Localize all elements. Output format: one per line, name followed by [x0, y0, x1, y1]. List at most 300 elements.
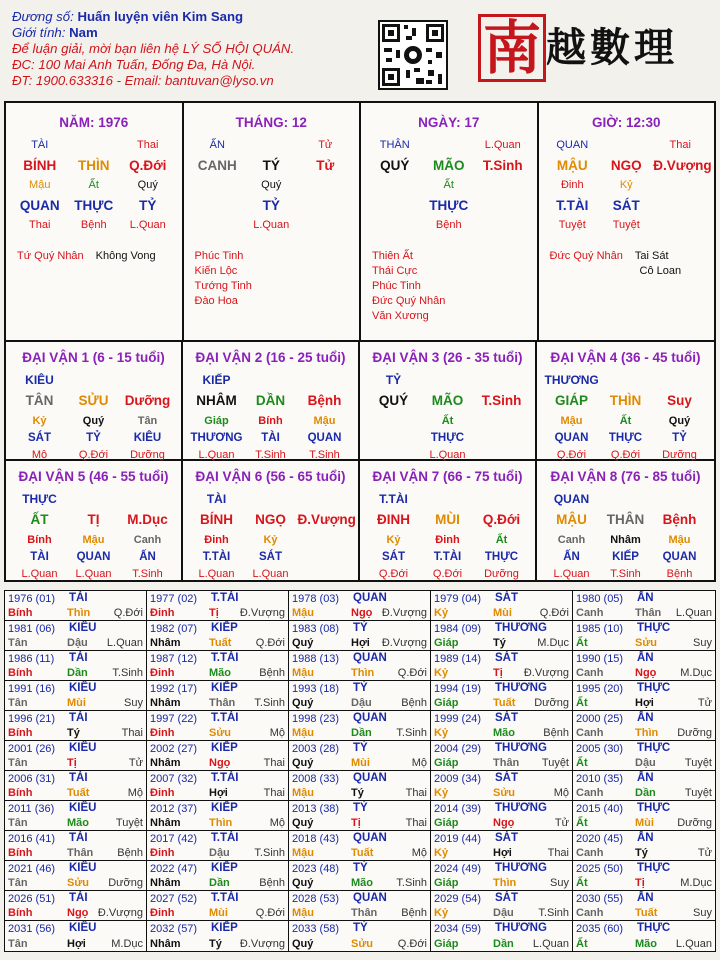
header-info	[12, 9, 372, 89]
h2-cell: TÀI	[261, 431, 280, 444]
year-label: 1997 (22)	[150, 713, 198, 725]
ten-god: KIÊU	[69, 682, 97, 694]
ten-god: THƯƠNG	[495, 682, 547, 694]
ten-god: THỰC	[637, 742, 671, 754]
life-stage: Dưỡng	[534, 697, 569, 709]
top-cell: QUAN	[556, 139, 589, 151]
earthly-branch: Tị	[635, 877, 645, 889]
main-cell: Đ.Vượng	[653, 157, 712, 173]
year-cell	[5, 861, 147, 891]
heavenly-stem: Canh	[576, 907, 604, 919]
gender-line: Giới tính: Nam	[12, 25, 98, 40]
main-cell: Q.Đới	[482, 511, 521, 527]
year-cell	[289, 831, 431, 861]
year-cell	[431, 591, 573, 621]
year-cell	[573, 861, 715, 891]
ten-god: TÀI	[69, 772, 88, 784]
earthly-branch: Tý	[351, 787, 364, 799]
earthly-branch: Ngọ	[209, 757, 231, 769]
life-stage: Mộ	[269, 727, 285, 739]
life-stage: Suy	[550, 877, 569, 889]
h3-cell: T.Sinh	[255, 448, 286, 461]
pillar-day	[361, 103, 539, 340]
life-stage: T.Sinh	[538, 907, 569, 919]
ten-god: QUAN	[353, 832, 387, 844]
h2-cell: KIẾP	[612, 550, 639, 563]
h1-cell: Ất	[495, 533, 508, 546]
star-name: Không Vong	[95, 250, 156, 262]
h2-row	[6, 429, 181, 446]
year-label: 2001 (26)	[8, 743, 56, 755]
ten-god: T.TÀI	[211, 652, 239, 664]
earthly-branch: Dần	[493, 938, 514, 950]
h1-row	[6, 412, 181, 429]
h3-row	[537, 565, 714, 582]
life-stage: Suy	[693, 907, 712, 919]
year-cell	[5, 681, 147, 711]
top-cell: THÂN	[379, 139, 410, 151]
heavenly-stem: Quý	[292, 697, 314, 709]
year-label: 1982 (07)	[150, 623, 198, 635]
h2-row	[537, 429, 714, 446]
heavenly-stem: Tân	[8, 817, 28, 829]
ten-god: QUAN	[353, 712, 387, 724]
year-cell	[573, 891, 715, 921]
heavenly-stem: Tân	[8, 877, 28, 889]
top-row	[184, 135, 360, 155]
life-stage: T.Sinh	[254, 847, 285, 859]
earthly-branch: Mùi	[67, 697, 86, 709]
star-line	[372, 264, 537, 279]
annual-luck-table	[4, 590, 716, 952]
heavenly-stem: Nhâm	[150, 938, 181, 950]
life-stage: Bệnh	[117, 847, 143, 859]
heavenly-stem: Ất	[576, 697, 588, 709]
h1-row	[537, 531, 714, 548]
ten-god: THỰC	[637, 802, 671, 814]
heavenly-stem: Ất	[576, 637, 588, 649]
year-cell	[431, 861, 573, 891]
h3-cell: Bệnh	[435, 219, 462, 231]
heavenly-stem: Canh	[576, 727, 604, 739]
life-stage: Đ.Vượng	[381, 607, 427, 619]
star-line	[372, 294, 537, 309]
heavenly-stem: Bính	[8, 787, 33, 799]
life-stage: Q.Đới	[255, 907, 285, 919]
year-label: 1996 (21)	[8, 713, 56, 725]
ten-god: QUAN	[353, 652, 387, 664]
year-cell	[147, 771, 289, 801]
year-label: 1993 (18)	[292, 683, 340, 695]
year-cell	[5, 921, 147, 951]
star-line	[550, 249, 715, 264]
year-cell	[147, 801, 289, 831]
top-row	[6, 490, 181, 507]
earthly-branch: Tuất	[635, 907, 658, 919]
h3-cell: L.Quan	[253, 219, 290, 231]
pillar-hour	[539, 103, 715, 340]
h2-cell: THƯƠNG	[190, 431, 243, 444]
h2-row	[184, 195, 360, 215]
h2-cell: TÀI	[30, 550, 49, 563]
luck-period-4	[537, 342, 714, 461]
heavenly-stem: Kỷ	[434, 847, 449, 859]
year-cell	[573, 801, 715, 831]
h1-cell: Đinh	[435, 533, 460, 546]
h1-cell: Canh	[557, 533, 586, 546]
h3-cell: Dưỡng	[662, 448, 697, 461]
h1-cell: Ất	[441, 414, 454, 427]
year-cell	[573, 921, 715, 951]
star-line	[195, 264, 360, 279]
heavenly-stem: Đinh	[150, 907, 175, 919]
heavenly-stem: Đinh	[150, 847, 175, 859]
life-stage: Tử	[554, 817, 569, 829]
h1-row	[183, 412, 358, 429]
top-cell: THƯƠNG	[544, 372, 599, 387]
ten-god: SÁT	[495, 772, 518, 784]
earthly-branch: Dậu	[493, 907, 514, 919]
star-line	[372, 249, 537, 264]
main-row	[183, 507, 358, 531]
year-cell	[147, 711, 289, 741]
year-cell	[5, 891, 147, 921]
h3-row	[361, 215, 537, 235]
earthly-branch: Hợi	[351, 637, 370, 649]
year-cell	[5, 831, 147, 861]
h2-cell: TỶ	[262, 197, 280, 213]
heavenly-stem: Tân	[8, 938, 28, 950]
h1-cell: Ất	[88, 179, 99, 191]
year-cell	[431, 651, 573, 681]
heavenly-stem: Đinh	[150, 607, 175, 619]
h1-row	[361, 175, 537, 195]
luck-period-title: ĐẠI VẬN 7 (66 - 75 tuổi)	[372, 469, 523, 484]
star-name	[550, 264, 628, 279]
h3-cell: T.Sinh	[132, 567, 163, 580]
ten-god: ẤN	[637, 712, 654, 724]
main-cell: SỬU	[78, 392, 109, 408]
top-row	[6, 371, 181, 388]
life-stage: L.Quan	[675, 607, 712, 619]
h3-cell: T.Sinh	[309, 448, 340, 461]
ten-god: THỰC	[637, 862, 671, 874]
h1-cell: Quý	[82, 414, 105, 427]
year-label: 1976 (01)	[8, 593, 56, 605]
life-stage: M.Dục	[680, 877, 712, 889]
pillar-title: THÁNG: 12	[235, 115, 307, 130]
earthly-branch: Sửu	[67, 877, 90, 889]
earthly-branch: Mùi	[493, 607, 512, 619]
year-label: 2009 (34)	[434, 773, 482, 785]
main-row	[360, 507, 535, 531]
year-label: 2019 (44)	[434, 833, 482, 845]
h1-cell: Tân	[137, 414, 158, 427]
year-label: 2029 (54)	[434, 893, 482, 905]
brand-title: 越數理	[546, 24, 678, 71]
luck-period-title: ĐẠI VẬN 5 (46 - 55 tuổi)	[18, 469, 169, 484]
h2-cell: QUAN	[554, 431, 589, 444]
year-cell	[431, 891, 573, 921]
year-cell	[573, 711, 715, 741]
ten-god: TỶ	[353, 922, 368, 934]
year-label: 2035 (60)	[576, 923, 624, 935]
main-row	[183, 388, 358, 412]
ten-god: KIẾP	[211, 862, 238, 874]
h3-cell: Dưỡng	[130, 448, 165, 461]
heavenly-stem: Giáp	[434, 757, 459, 769]
main-cell: THÂN	[606, 511, 645, 527]
ten-god: KIÊU	[69, 862, 97, 874]
ten-god: T.TÀI	[211, 772, 239, 784]
life-stage: Thai	[121, 727, 143, 739]
life-stage: Bệnh	[259, 877, 285, 889]
h2-row	[361, 195, 537, 215]
top-row	[360, 371, 535, 388]
year-cell	[289, 711, 431, 741]
ten-god: THƯƠNG	[495, 742, 547, 754]
earthly-branch: Mùi	[209, 907, 228, 919]
heavenly-stem: Canh	[576, 787, 604, 799]
star-list	[361, 249, 537, 324]
main-cell: MÙI	[435, 511, 460, 527]
earthly-branch: Tý	[635, 847, 648, 859]
main-cell: Bệnh	[662, 511, 697, 527]
top-cell: ẤN	[209, 139, 225, 151]
pillar-title: NĂM: 1976	[59, 115, 129, 130]
earthly-branch: Thân	[351, 907, 378, 919]
main-row	[361, 155, 537, 175]
year-label: 2026 (51)	[8, 893, 56, 905]
heavenly-stem: Tân	[8, 637, 28, 649]
year-label: 2010 (35)	[576, 773, 624, 785]
luck-period-2	[183, 342, 360, 461]
year-label: 1992 (17)	[150, 683, 198, 695]
main-cell: M.Dục	[127, 511, 168, 527]
life-stage: Đ.Vượng	[381, 637, 427, 649]
year-cell	[289, 861, 431, 891]
heavenly-stem: Giáp	[434, 938, 459, 950]
year-cell	[573, 831, 715, 861]
star-name: Thiên Ất	[372, 250, 413, 262]
heavenly-stem: Quý	[292, 757, 314, 769]
main-row	[6, 155, 182, 175]
heavenly-stem: Mậu	[292, 907, 314, 919]
year-label: 2006 (31)	[8, 773, 56, 785]
year-label: 2028 (53)	[292, 893, 340, 905]
ten-god: THỰC	[637, 922, 671, 934]
ten-god: TÀI	[69, 712, 88, 724]
year-label: 1989 (14)	[434, 653, 482, 665]
h1-row	[537, 412, 714, 429]
main-cell: T.Sinh	[481, 392, 522, 408]
main-cell: TÝ	[262, 157, 280, 173]
earthly-branch: Hợi	[493, 847, 512, 859]
star-line	[195, 249, 360, 264]
year-label: 1977 (02)	[150, 593, 198, 605]
life-stage: Tử	[697, 847, 712, 859]
h1-row	[539, 175, 715, 195]
earthly-branch: Dậu	[67, 637, 88, 649]
luck-period-title: ĐẠI VẬN 1 (6 - 15 tuổi)	[22, 350, 165, 365]
year-cell	[289, 741, 431, 771]
year-cell	[289, 681, 431, 711]
h2-row	[183, 429, 358, 446]
year-label: 2031 (56)	[8, 923, 56, 935]
h1-cell: Kỷ	[32, 414, 47, 427]
year-label: 2000 (25)	[576, 713, 624, 725]
top-row	[361, 135, 537, 155]
heavenly-stem: Mậu	[292, 787, 314, 799]
heavenly-stem: Canh	[576, 607, 604, 619]
h3-cell: L.Quan	[252, 567, 289, 580]
heavenly-stem: Kỷ	[434, 667, 449, 679]
year-cell	[147, 831, 289, 861]
ten-god: T.TÀI	[211, 592, 239, 604]
earthly-branch: Dần	[67, 667, 88, 679]
year-label: 2011 (36)	[8, 803, 55, 815]
top-cell: THỰC	[22, 491, 57, 506]
main-cell: THÌN	[609, 392, 642, 408]
year-label: 1990 (15)	[576, 653, 624, 665]
h1-row	[360, 412, 535, 429]
contact-line: Để luận giải, mời bạn liên hệ LÝ SỐ HỘI QUÁN.	[12, 41, 295, 56]
life-stage: Dưỡng	[108, 877, 143, 889]
h1-cell: Đinh	[204, 533, 229, 546]
year-cell	[5, 771, 147, 801]
main-row	[6, 388, 181, 412]
ten-god: KIÊU	[69, 742, 97, 754]
earthly-branch: Dần	[351, 727, 372, 739]
year-cell	[431, 831, 573, 861]
qr-code-icon	[378, 20, 448, 90]
h3-cell: L.Quan	[75, 567, 112, 580]
top-cell: TÀI	[31, 139, 49, 151]
earthly-branch: Ngọ	[351, 607, 373, 619]
ten-god: T.TÀI	[211, 892, 239, 904]
heavenly-stem: Giáp	[434, 817, 459, 829]
star-name: Đức Quý Nhân	[372, 295, 446, 307]
heavenly-stem: Tân	[8, 757, 28, 769]
h1-cell: Kỷ	[263, 533, 278, 546]
year-cell	[147, 621, 289, 651]
h2-cell: THỰC	[429, 197, 469, 213]
h3-cell: L.Quan	[198, 448, 235, 461]
h1-cell: Kỷ	[386, 533, 401, 546]
earthly-branch: Ngọ	[493, 817, 515, 829]
earthly-branch: Dậu	[351, 697, 372, 709]
life-stage: Q.Đới	[539, 607, 569, 619]
ten-god: QUAN	[353, 592, 387, 604]
h3-cell: L.Quan	[553, 567, 590, 580]
heavenly-stem: Mậu	[292, 727, 314, 739]
earthly-branch: Tị	[493, 667, 503, 679]
ten-god: SÁT	[495, 892, 518, 904]
heavenly-stem: Kỷ	[434, 787, 449, 799]
top-row	[360, 490, 535, 507]
year-label: 2025 (50)	[576, 863, 624, 875]
ten-god: TÀI	[69, 832, 88, 844]
main-cell: THÌN	[78, 157, 110, 173]
ten-god: TÀI	[69, 892, 88, 904]
ten-god: TÀI	[69, 652, 88, 664]
year-cell	[5, 801, 147, 831]
luck-period-title: ĐẠI VẬN 3 (26 - 35 tuổi)	[372, 350, 523, 365]
star-line	[550, 264, 715, 279]
year-label: 2008 (33)	[292, 773, 340, 785]
ten-god: KIẾP	[211, 922, 238, 934]
earthly-branch: Tị	[67, 757, 77, 769]
luck-period-title: ĐẠI VẬN 8 (76 - 85 tuổi)	[550, 469, 701, 484]
star-name: Thái Cực	[372, 265, 418, 277]
heavenly-stem: Canh	[576, 847, 604, 859]
earthly-branch: Tuất	[209, 637, 232, 649]
h3-cell: Q.Đới	[556, 448, 587, 461]
earthly-branch: Thìn	[67, 607, 91, 619]
main-cell: NGỌ	[610, 157, 642, 173]
life-stage: Thai	[263, 757, 285, 769]
top-cell: T.TÀI	[379, 491, 408, 506]
h3-cell: Bệnh	[80, 219, 107, 231]
luck-period-title: ĐẠI VẬN 6 (56 - 65 tuổi)	[195, 469, 346, 484]
h2-row	[183, 548, 358, 565]
life-stage: Tử	[697, 697, 712, 709]
life-stage: T.Sinh	[396, 727, 427, 739]
top-cell: TÀI	[206, 491, 227, 506]
earthly-branch: Thân	[635, 607, 662, 619]
heavenly-stem: Nhâm	[150, 637, 181, 649]
heavenly-stem: Quý	[292, 817, 314, 829]
year-label: 2022 (47)	[150, 863, 198, 875]
main-row	[539, 155, 715, 175]
earthly-branch: Thìn	[209, 817, 233, 829]
year-cell	[5, 651, 147, 681]
ten-god: T.TÀI	[211, 832, 239, 844]
earthly-branch: Dần	[635, 787, 656, 799]
h3-cell: L.Quan	[198, 567, 235, 580]
top-cell: KIÊU	[25, 372, 54, 387]
heavenly-stem: Giáp	[434, 697, 459, 709]
year-label: 2023 (48)	[292, 863, 340, 875]
ten-god: KIÊU	[69, 922, 97, 934]
heavenly-stem: Kỷ	[434, 907, 449, 919]
year-cell	[147, 681, 289, 711]
h1-cell: Ất	[619, 414, 632, 427]
h1-cell: Bính	[27, 533, 52, 546]
year-label: 2021 (46)	[8, 863, 56, 875]
year-cell	[289, 921, 431, 951]
main-cell: ĐINH	[377, 511, 410, 527]
heavenly-stem: Kỷ	[434, 607, 449, 619]
main-row	[6, 507, 181, 531]
main-cell: ẤT	[30, 511, 49, 527]
life-stage: Thai	[405, 817, 427, 829]
life-stage: L.Quan	[675, 938, 712, 950]
life-stage: Mộ	[411, 847, 427, 859]
ten-god: ẤN	[637, 832, 654, 844]
main-cell: NGỌ	[255, 511, 286, 527]
h3-row	[6, 215, 182, 235]
pillar-year	[6, 103, 184, 340]
ten-god: THƯƠNG	[495, 922, 547, 934]
main-cell: T.Sinh	[482, 157, 523, 173]
h3-cell: Dưỡng	[484, 567, 519, 580]
star-list	[6, 249, 182, 264]
ten-god: THƯƠNG	[495, 862, 547, 874]
year-label: 2014 (39)	[434, 803, 482, 815]
year-cell	[573, 621, 715, 651]
h2-cell: TỶ	[86, 431, 101, 444]
